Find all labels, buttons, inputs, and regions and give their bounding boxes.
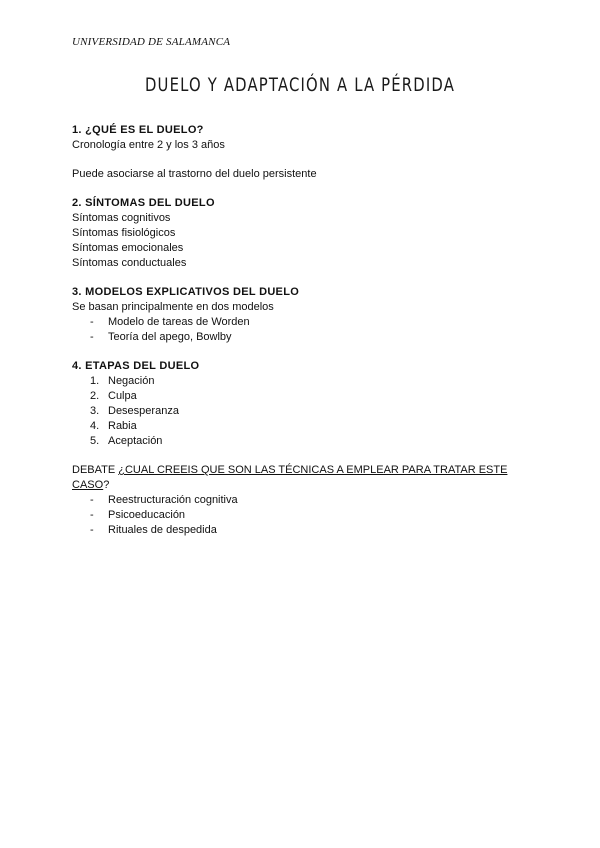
list-item — [72, 315, 532, 330]
document-title: DUELO Y ADAPTACIÓN A LA PÉRDIDA — [144, 74, 456, 96]
stage-label: Desesperanza — [108, 405, 179, 417]
list-number: 1. — [90, 375, 100, 387]
stages-list — [72, 374, 532, 449]
debate-question-mark: ? — [103, 479, 110, 491]
stage-label: Aceptación — [108, 435, 163, 447]
section-2-heading: 2. SÍNTOMAS DEL DUELO — [72, 197, 215, 209]
list-item — [72, 374, 532, 389]
stage-label: Negación — [108, 375, 155, 387]
list-number: 2. — [90, 390, 100, 402]
section-4-heading: 4. ETAPAS DEL DUELO — [72, 360, 200, 372]
list-number: 3. — [90, 405, 100, 417]
list-item — [72, 404, 532, 419]
debate-question: ¿CUAL CREEIS QUE SON LAS TÉCNICAS A EMPLEAR PARA TRATAR ESTE CASO — [72, 464, 508, 491]
technique-label: Reestructuración cognitiva — [108, 494, 238, 506]
symptom-item: Síntomas cognitivos — [72, 212, 171, 224]
section-1-line-2: Puede asociarse al trastorno del duelo persistente — [72, 168, 317, 180]
list-item — [72, 434, 532, 449]
symptom-item: Síntomas fisiológicos — [72, 227, 176, 239]
list-item — [72, 419, 532, 434]
dash-bullet: - — [90, 494, 94, 506]
stage-label: Rabia — [108, 420, 137, 432]
dash-bullet: - — [90, 316, 94, 328]
symptom-item: Síntomas emocionales — [72, 242, 184, 254]
list-item — [72, 389, 532, 404]
section-1-line-1: Cronología entre 2 y los 3 años — [72, 139, 225, 151]
section-1-heading: 1. ¿QUÉ ES EL DUELO? — [72, 124, 204, 136]
section-3-intro: Se basan principalmente en dos modelos — [72, 301, 274, 313]
technique-label: Psicoeducación — [108, 509, 186, 521]
list-item — [72, 523, 532, 538]
list-number: 4. — [90, 420, 100, 432]
dash-bullet: - — [90, 331, 94, 343]
list-number: 5. — [90, 435, 100, 447]
document-body — [72, 123, 532, 538]
dash-bullet: - — [90, 509, 94, 521]
list-item — [72, 508, 532, 523]
page-header: UNIVERSIDAD DE SALAMANCA — [72, 36, 231, 48]
list-item — [72, 493, 532, 508]
debate-label: DEBATE — [72, 464, 116, 476]
symptom-item: Síntomas conductuales — [72, 257, 187, 269]
technique-label: Rituales de despedida — [108, 524, 217, 536]
dash-bullet: - — [90, 524, 94, 536]
debate-paragraph — [72, 463, 532, 493]
section-3-heading: 3. MODELOS EXPLICATIVOS DEL DUELO — [72, 286, 300, 298]
model-label: Modelo de tareas de Worden — [108, 316, 250, 328]
stage-label: Culpa — [108, 390, 137, 402]
list-item — [72, 330, 532, 345]
techniques-list — [72, 493, 532, 538]
model-label: Teoría del apego, Bowlby — [108, 331, 232, 343]
models-list — [72, 315, 532, 345]
